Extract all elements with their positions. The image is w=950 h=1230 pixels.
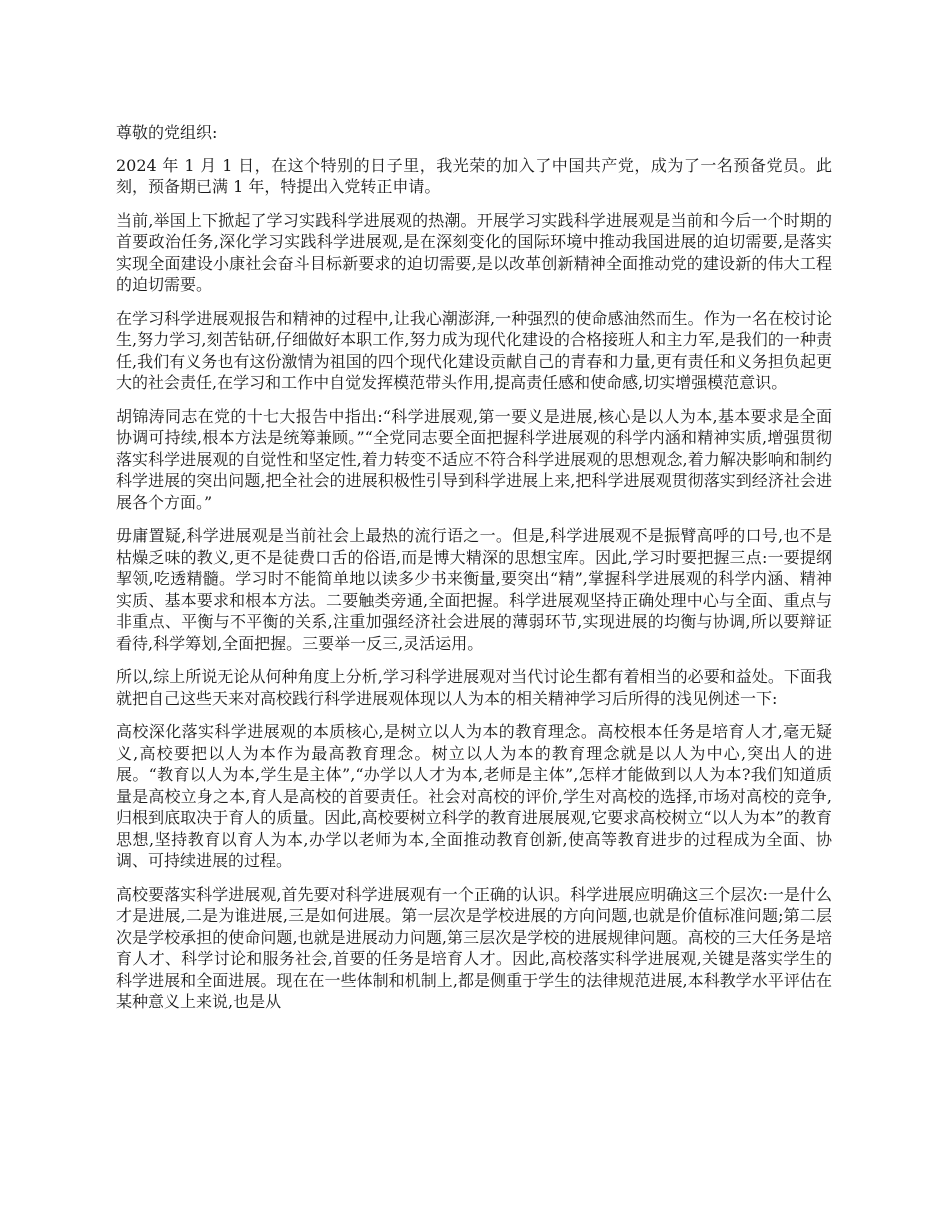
paragraph-5: 毋庸置疑,科学进展观是当前社会上最热的流行语之一。但是,科学进展观不是振臂高呼的口号,也不是枯燥乏味的教义,更不是徒费口舌的俗语,而是博大精深的思想宝库。因此,学习时要把握三点:一要提纲挈领,吃透精髓。学习时不能简单地以读多少书来衡量,要突出“精”,掌握科学进展观的科学内涵、精神实质、基本要求和根本方法。二要触类旁通,全面把握。科学进展观坚持正确处理中心与全面、重点与非重点、平衡与不平衡的关系,注重加强经济社会进展的薄弱环节,实现进展的均衡与协调,所以要辩证看待,科学筹划,全面把握。三要举一反三,灵活运用。 — [116, 526, 832, 653]
paragraph-8: 高校要落实科学进展观,首先要对科学进展观有一个正确的认识。科学进展应明确这三个层次:一是什么才是进展,二是为谁进展,三是如何进展。第一层次是学校进展的方向问题,也就是价值标准问题;第二层次是学校承担的使命问题,也就是进展动力问题,第三层次是学校的进展规律问题。高校的三大任务是培育人才、科学讨论和服务社会,首要的任务是培育人才。因此,高校落实科学进展观,关键是落实学生的科学进展和全面进展。现在在一些体制和机制上,都是侧重于学生的法律规范进展,本科教学水平评估在某种意义上来说,也是从 — [116, 884, 832, 1011]
paragraph-3: 在学习科学进展观报告和精神的过程中,让我心潮澎湃,一种强烈的使命感油然而生。作为一名在校讨论生,努力学习,刻苦钻研,仔细做好本职工作,努力成为现代化建设的合格接班人和主力军,是我们的一种责任,我们有义务也有这份激情为祖国的四个现代化建设贡献自己的青春和力量,更有责任和义务担负起更大的社会责任,在学习和工作中自觉发挥模范带头作用,提高责任感和使命感,切实增强模范意识。 — [116, 308, 832, 392]
paragraph-1: 2024 年 1 月 1 日，在这个特别的日子里，我光荣的加入了中国共产党，成为了一名预备党员。此刻，预备期已满 1 年，特提出入党转正申请。 — [116, 155, 832, 196]
document-page — [116, 122, 832, 1025]
paragraph-4: 胡锦涛同志在党的十七大报告中指出:“科学进展观,第一要义是进展,核心是以人为本,基本要求是全面协调可持续,根本方法是统筹兼顾。”“全党同志要全面把握科学进展观的科学内涵和精神实质,增强贯彻落实科学进展观的自觉性和坚定性,着力转变不适应不符合科学进展观的思想观念,着力解决影响和制约科学进展的突出问题,把全社会的进展积极性引导到科学进展上来,把科学进展观贯彻落实到经济社会进展各个方面。” — [116, 406, 832, 512]
paragraph-2: 当前,举国上下掀起了学习实践科学进展观的热潮。开展学习实践科学进展观是当前和今后一个时期的首要政治任务,深化学习实践科学进展观,是在深刻变化的国际环境中推动我国进展的迫切需要,是落实实现全面建设小康社会奋斗目标新要求的迫切需要,是以改革创新精神全面推动党的建设新的伟大工程的迫切需要。 — [116, 210, 832, 294]
salutation: 尊敬的党组织: — [116, 123, 218, 142]
paragraph-6: 所以,综上所说无论从何种角度上分析,学习科学进展观对当代讨论生都有着相当的必要和益处。下面我就把自己这些天来对高校践行科学进展观体现以人为本的相关精神学习后所得的浅见例述一下: — [116, 667, 832, 708]
paragraph-7: 高校深化落实科学进展观的本质核心,是树立以人为本的教育理念。高校根本任务是培育人才,毫无疑义,高校要把以人为本作为最高教育理念。树立以人为本的教育理念就是以人为中心,突出人的进展。“教育以人为本,学生是主体”,“办学以人才为本,老师是主体”,怎样才能做到以人为本?我们知道质量是高校立身之本,育人是高校的首要责任。社会对高校的评价,学生对高校的选择,市场对高校的竞争,归根到底取决于育人的质量。因此,高校要树立科学的教育进展展观,它要求高校树立“以人为本”的教育思想,坚持教育以育人为本,办学以老师为本,全面推动教育创新,使高等教育进步的过程成为全面、协调、可持续进展的过程。 — [116, 722, 832, 870]
